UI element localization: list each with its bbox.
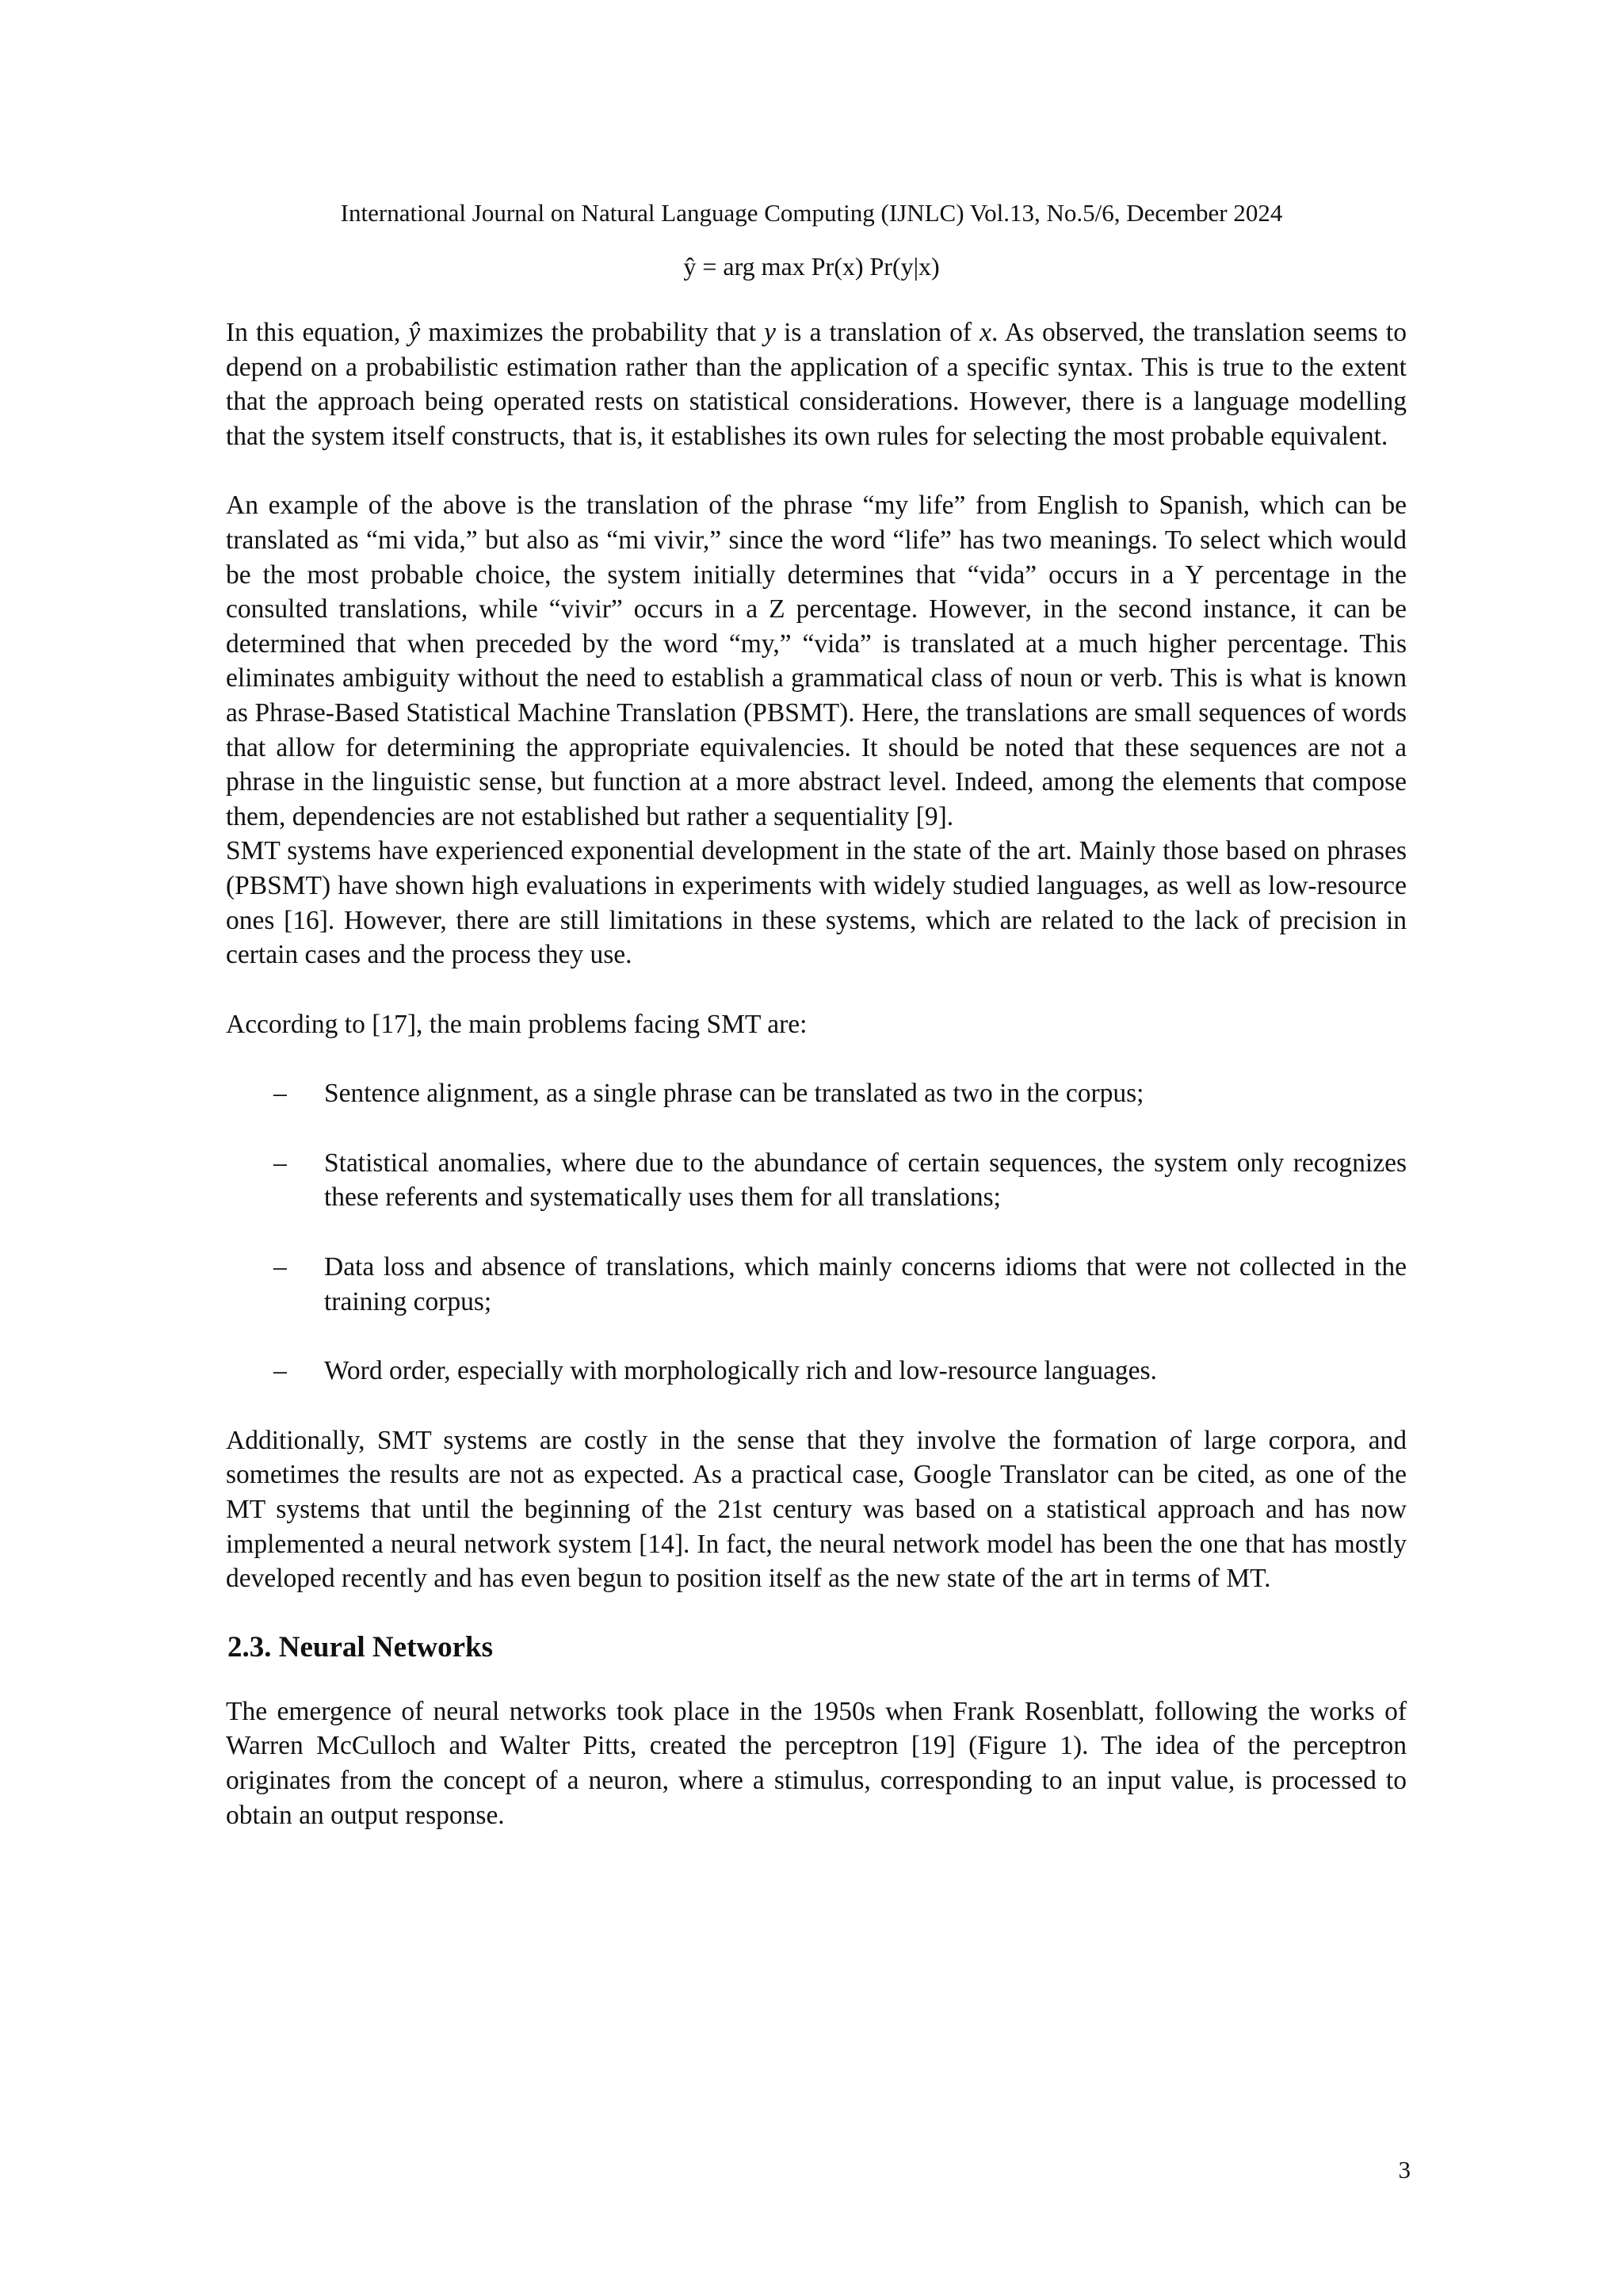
math-x: x (980, 318, 991, 347)
paragraph-neural-networks: The emergence of neural networks took place in the 1950s when Frank Rosenblatt, following the works of Warren McCulloch and Walter Pitts, created the perceptron [19] (Figure 1). The idea of the perceptron originates from the concept of a neuron, where a stimulus, corresponding to an input value, is processed to obtain an output response. (226, 1696, 1407, 1830)
page-number: 3 (1398, 2156, 1411, 2183)
dash-bullet: – (273, 1252, 287, 1282)
math-y: y (764, 318, 776, 347)
dash-bullet: – (273, 1148, 287, 1178)
paragraph-equation-explanation: In this equation, ŷ maximizes the probability that y is a translation of x. As observed, the translation seems to depend on a probabilistic estimation rather than the application of a specific syntax. This is true to the extent that the approach being operated rests on statistical considerations. However, there is a language modelling that the system itself constructs, that is, it establishes its own rules for selecting the most probable equivalent. (226, 318, 1407, 451)
running-head: International Journal on Natural Language Computing (IJNLC) Vol.13, No.5/6, December 2024 (340, 199, 1283, 227)
paragraph-problems-intro: According to [17], the main problems facing SMT are: (226, 1009, 808, 1039)
body-text (226, 315, 1407, 1832)
list-item: – Data loss and absence of translations, which mainly concerns idioms that were not collected in the training corpus; (226, 1250, 1407, 1319)
list-item: – Sentence alignment, as a single phrase can be translated as two in the corpus; (226, 1076, 1407, 1111)
list-item: – Statistical anomalies, where due to the abundance of certain sequences, the system only recognizes these referents and systematically uses them for all translations; (226, 1146, 1407, 1215)
paragraph-smt-development: SMT systems have experienced exponential development in the state of the art. Mainly those based on phrases (PBSMT) have shown high evaluations in experiments with widely studied languages, as well as low-resource ones [16]. However, there are still limitations in these systems, which are related to the lack of precision in certain cases and the process they use. (226, 836, 1407, 970)
list-item: – Word order, especially with morphologically rich and low-resource languages. (226, 1354, 1407, 1389)
math-yhat: ŷ (408, 318, 421, 347)
dash-bullet: – (273, 1079, 287, 1109)
equation: ŷ = arg max Pr(x) Pr(y|x) (683, 252, 940, 281)
paragraph-my-life-example: An example of the above is the translation of the phrase “my life” from English to Spanish, which can be translated as “mi vida,” but also as “mi vivir,” since the word “life” has two meanings. To select which would be the most probable choice, the system initially determines that “vida” occurs in a Y percentage in the consulted translations, while “vivir” occurs in a Z percentage. However, in the second instance, it can be determined that when preceded by the word “my,” “vida” is translated at a much higher percentage. This eliminates ambiguity without the need to establish a grammatical class of noun or verb. This is what is known as Phrase-Based Statistical Machine Translation (PBSMT). Here, the translations are small sequences of words that allow for determining the appropriate equivalencies. It should be noted that these sequences are not a phrase in the linguistic sense, but function at a more abstract level. Indeed, among the elements that compose them, dependencies are not established but rather a sequentiality [9]. (226, 491, 1407, 831)
dash-bullet: – (273, 1356, 287, 1386)
section-heading: 2.3. Neural Networks (227, 1630, 494, 1664)
problems-list (226, 1076, 1407, 1389)
paragraph-smt-costs: Additionally, SMT systems are costly in the sense that they involve the formation of large corpora, and sometimes the results are not as expected. As a practical case, Google Translator can be cited, as one of the MT systems that until the beginning of the 21st century was based on a statistical approach and has now implemented a neural network system [14]. In fact, the neural network model has been the one that has mostly developed recently and has even begun to position itself as the new state of the art in terms of MT. (226, 1425, 1407, 1594)
